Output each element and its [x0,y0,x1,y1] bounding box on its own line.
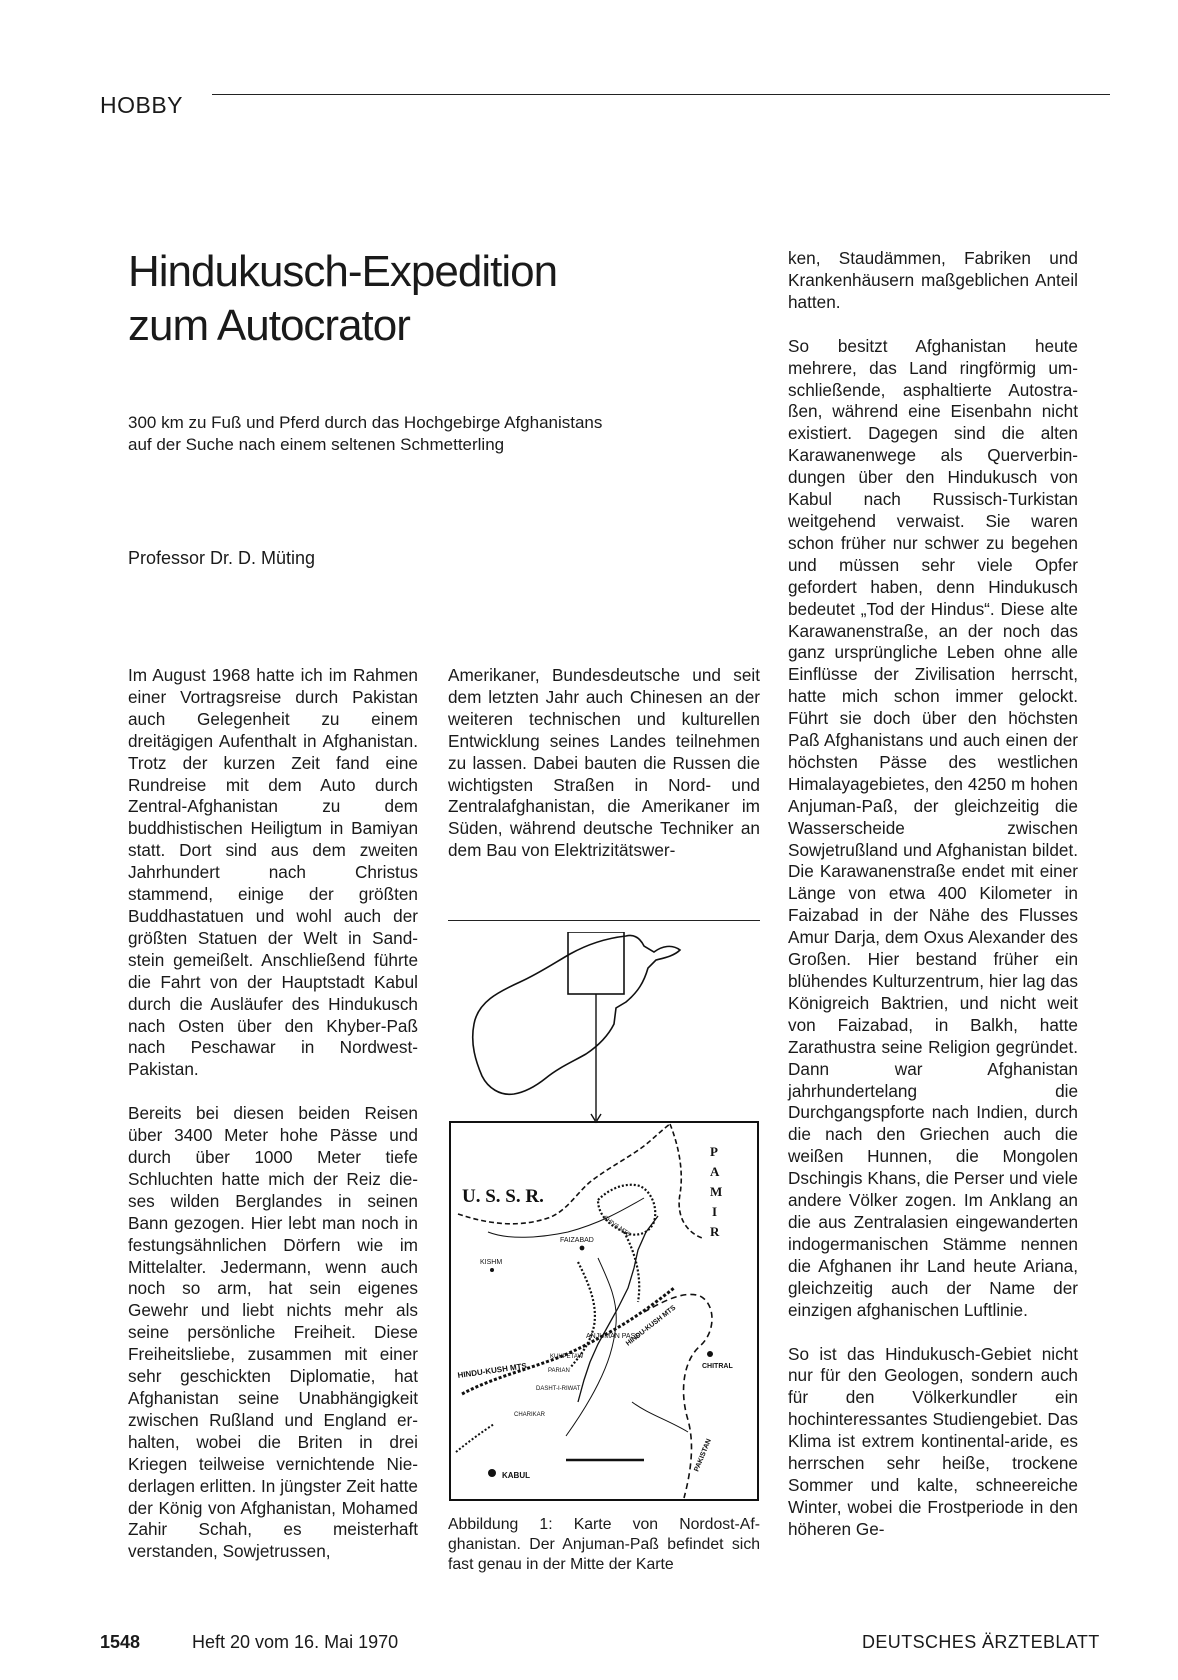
title-line-2: zum Autocrator [128,301,410,350]
map-label-hindukush-1: HINDU-KUSH MTS [457,1361,528,1380]
map-label-ussr: U. S. S. R. [462,1186,544,1207]
map-label-pamir-m: M [710,1184,723,1199]
map-label-dasht: DASHT-I-RIWAT [536,1386,581,1392]
title-line-1: Hindukusch-Expedition [128,247,558,296]
hindukush-range [462,1288,674,1394]
article-subtitle [128,412,748,456]
map-label-pakistan: PAKISTAN [693,1437,713,1473]
issue-info: Heft 20 vom 16. Mai 1970 [192,1632,399,1652]
map-label-shiva: SHIVA MTS [601,1215,632,1239]
figure-rule [448,920,760,921]
journal-name: DEUTSCHES ÄRZTEBLATT [862,1632,1100,1652]
chitral-marker [707,1351,713,1357]
subtitle-line-2: auf der Suche nach einem seltenen Schmetterling [128,435,505,454]
map-label-parian: PARIAN [548,1368,570,1374]
kishm-marker [490,1268,494,1272]
map-label-faizabad: FAIZABAD [560,1237,594,1244]
faizabad-marker [580,1246,585,1251]
map-label-kabul: KABUL [502,1471,530,1480]
map-figure [448,932,760,1512]
paragraph: So ist das Hindukusch-Gebiet nicht nur für den Geologen, sondern auch für den Völkerkundler ein hochinteressantes Studiengebiet. Das Klima ist extrem kontinental-aride, es herrschen sehr heiße, trockene Sommer und kalte, schneereiche Winter, wobei die Frostperiode in den höheren Ge- [788,1343,1078,1539]
inset-frame [568,932,624,994]
map-label-pamir-p: P [710,1144,718,1159]
body-column-1 [128,665,418,1563]
shiva-mountains [598,1185,655,1235]
paragraph: So besitzt Afghanistan heute mehrere, das Land ringförmig umschließende, asphaltierte Autostraßen, während eine Eisenbahn nicht existiert. Dagegen sind die alten Karawanenwege als Querverbindungen über den Hindukusch von Kabul nach Russisch-Turkistan weitgehend verwaist. Sie waren schon früher nur schwer zu begehen und müssen sehr viele Opfer gefordert haben, denn Hindukusch bedeutet „Tod der Hindus“. Diese alte Karawanenstraße, an der noch das ganz ursprüngliche Leben ohne alle Einflüsse der Zivilisation herrscht, hatte mich schon immer gelockt. Führt sie doch über den höchsten Paß Afghanistans und auch einen der höchsten Pässe des westlichen Himalayagebietes, den 4250 m hohen Anjuman-Paß, der gleichzeitig die Wasserscheide zwischen Sowjetrußland und Afghanistan bildet. Die Karawanenstraße endet mit einer Länge von etwa 400 Kilometer in Faizabad in der Nähe des Flusses Amur Darja, dem Oxus Alexander des Großen. Hier bestand früher ein blühendes Kulturzentrum, hier lag das Königreich Baktrien, und nicht weit von Faizabad, in Balkh, hatte Zarathustra seine Religion gegründet. Dann war Afghanistan jahrhundertelang die Durchgangspforte nach Indien, durch die nach den Griechen auch die weißen Hunnen, die Mongolen Dschingis Khans, die Perser und viele andere Völker zogen. Im Anklang an die aus Zentralasien eingewanderten indogermanischen Stämme nennen die Afghanen ihr Land heute Ariana, gleichzeitig auch der Name der einzigen afghanischen Luftlinie. [788,335,1078,1320]
map-label-pamir-a: A [710,1164,720,1179]
article-title [128,245,557,353]
subtitle-line-1: 300 km zu Fuß und Pferd durch das Hochgebirge Afghanistans [128,413,603,432]
afghanistan-outline [473,935,680,1094]
paragraph: ken, Staudämmen, Fabriken und Krankenhäusern maßgeblichen Anteil hatten. [788,248,1078,312]
body-column-2 [448,665,760,862]
kabul-marker [488,1469,496,1477]
map-label-kuhpetaw: KUHPETAW [550,1354,584,1360]
body-column-3 [788,248,1078,1541]
map-label-pamir-r: R [710,1224,720,1239]
map-label-kishm: KISHM [480,1259,503,1266]
ussr-border [458,1124,670,1224]
author-line: Professor Dr. D. Müting [128,548,316,568]
paragraph: Im August 1968 hatte ich im Rahmen einer Vortragsreise durch Pakistan auch Gelegenheit zu einem dreitägigen Aufenthalt in Afghanistan. Trotz der kurzen Zeit fand eine Rundreise mit dem Auto durch Zentral-Afghanistan zu dem buddhistischen Heiligtum in Bamiyan statt. Dort sind aus dem zweiten Jahrhundert nach Christus stammend, einige der größten Buddhastatuen und wohl auch der größten Statuen der Welt in Sandstein gemeißelt. Anschließend führte die Fahrt von der Hauptstadt Kabul durch die Ausläufer des Hindukusch nach Osten über den Khyber-Paß nach Peschawar in Nordwest-Pakistan. [128,665,418,1080]
map-of-northeast-afghanistan [448,932,760,1512]
map-label-anjuman-pass: ANJUMAN PASS [586,1333,640,1340]
paragraph: Amerikaner, Bundesdeutsche und seit dem letzten Jahr auch Chinesen an der weiteren technischen und kulturellen Entwicklung seines Landes teilnehmen zu lassen. Dabei bauten die Russen die wichtigsten Straßen in Nord- und Zentralafghanistan, die Amerikaner im Süden, während deutsche Techniker an dem Bau von Elektrizitätswer- [448,665,760,861]
river [566,1258,616,1436]
map-label-charikar: CHARIKAR [514,1412,546,1418]
figure-caption: Abbildung 1: Karte von Nordost-Afghanistan. Der Anjuman-Paß befindet sich fast genau in der Mitte der Karte [448,1516,760,1573]
river [632,1402,688,1432]
header-rule [212,94,1110,95]
map-label-hindukush-2: HINDU-KUSH MTS [624,1304,678,1348]
page-number: 1548 [100,1632,141,1652]
section-label: HOBBY [100,92,184,118]
map-label-pamir-i: I [712,1204,718,1219]
paragraph: Bereits bei diesen beiden Reisen über 3400 Meter hohe Pässe und durch über 1000 Meter tiefe Schluchten hatte mich der Reiz dieses wilden Berglandes in seinen Bann gezogen. Hier lebt man noch in festungsähnlichen Dörfern wie im Mittelalter. Jedermann, wenn auch noch so arm, hat sein eigenes Gewehr und liebt nichts mehr als seine persönliche Freiheit. Diese Freiheitsliebe, zusammen mit einer sehr geschickten Diplomatie, hat Afghanistan seine Unabhängigkeit zwischen Rußland und England erhalten, wobei die Briten in drei Kriegen teilweise vernichtende Niederlagen erlitten. In jüngster Zeit hatte der König von Afghanistan, Mohamed Zahir Schah, es meisterhaft verstanden, Sowjetrussen, [128,1103,418,1562]
map-label-chitral: CHITRAL [702,1363,733,1370]
